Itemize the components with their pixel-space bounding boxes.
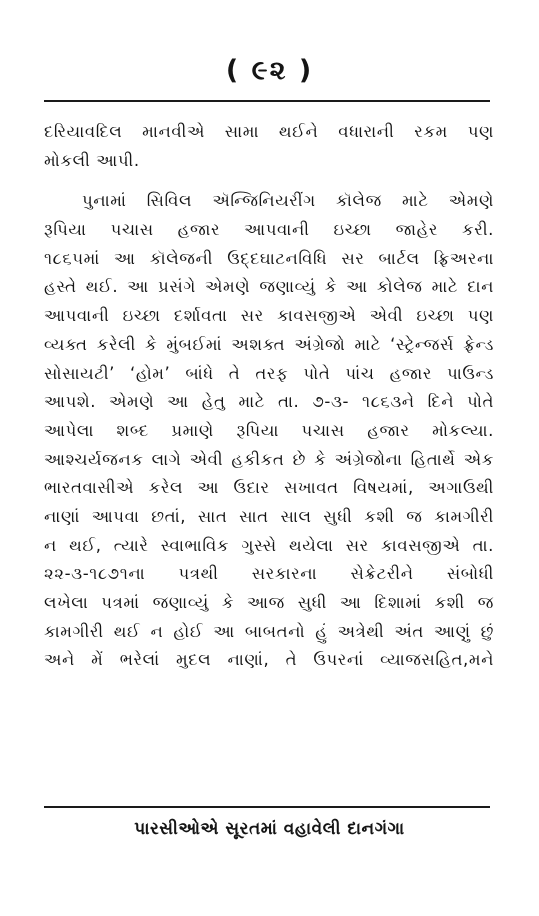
- text-line: ૧૮૬૫માં આ કૉલેજની ઉદ્દઘાટનવિધિ સર બાર્ટલ ફ્રિઅરના: [44, 248, 494, 268]
- footer-rule: [44, 806, 490, 808]
- running-footer-title: પારસીઓએ સૂરતમાં વહાવેલી દાનગંગા: [134, 819, 405, 839]
- text-line: મોકલી આપી.: [44, 150, 140, 170]
- text-line: કામગીરી થઈ ન હોઈ આ બાબતનો હું અત્રેથી અંત આણું છું: [44, 621, 494, 641]
- text-line: અને મેં ભરેલાં મુદલ નાણાં, તે ઉપરનાં વ્યાજસહિત,મને: [44, 650, 494, 670]
- text-line: પુનામાં સિવિલ ઍન્જિનિયરીંગ કૉલેજ માટે એમણે: [82, 191, 494, 211]
- text-line: ૨૨-૩-૧૮૭૧ના પત્રથી સરકારના સેક્રેટરીને સંબોધી: [44, 564, 494, 584]
- text-line: ભારતવાસીએ કરેલ આ ઉદાર સખાવત વિષયમાં, અગાઉથી: [44, 478, 494, 498]
- page-number: ( ૯૨ ): [225, 55, 314, 86]
- text-line: આશ્ચર્યજનક લાગે એવી હકીકત છે કે અંગ્રેજોના હિતાર્થે એક: [44, 449, 494, 469]
- text-line: લખેલા પત્રમાં જણાવ્યું કે આજ સુધી આ દિશામાં કશી જ: [44, 593, 494, 612]
- text-line: સોસાયટી’ ‘હોમ’ બાંધે તે તરફ પોતે પાંચ હજાર પાઉન્ડ: [44, 363, 494, 383]
- text-line: વ્યક્ત કરેલી કે મુંબઈમાં અશક્ત અંગ્રેજો માટે ‘સ્ટ્રેન્જર્સ ફ્રેન્ડ: [44, 334, 494, 354]
- text-line: આપેલા શબ્દ પ્રમાણે રૂપિયા પચાસ હજાર મોકલ્યા.: [44, 420, 494, 440]
- text-line: આપવાની ઇચ્છા દર્શાવતા સર કાવસજીએ એવી ઇચ્છા પણ: [44, 306, 494, 326]
- text-line: દરિયાવદિલ માનવીએ સામા થઈને વધારાની રકમ પણ: [44, 122, 494, 141]
- text-line: નાણાં આપવા છતાં, સાત સાત સાલ સુધી કશી જ કામગીરી: [44, 506, 494, 526]
- body-text: [44, 118, 494, 675]
- text-line: આપશે. એમણે આ હેતુ માટે તા. ૭-૩- ૧૮૬૩ને દિને પોતે: [44, 392, 494, 412]
- header-rule: [44, 100, 490, 102]
- text-line: રૂપિયા પચાસ હજાર આપવાની ઇચ્છા જાહેર કરી.: [44, 220, 494, 240]
- paragraph-break: [44, 175, 494, 187]
- text-line: હસ્તે થઈ. આ પ્રસંગે એમણે જણાવ્યું કે આ કોલેજ માટે દાન: [44, 277, 494, 297]
- text-line: ન થઈ, ત્યારે સ્વાભાવિક ગુસ્સે થયેલા સર કાવસજીએ તા.: [44, 535, 494, 555]
